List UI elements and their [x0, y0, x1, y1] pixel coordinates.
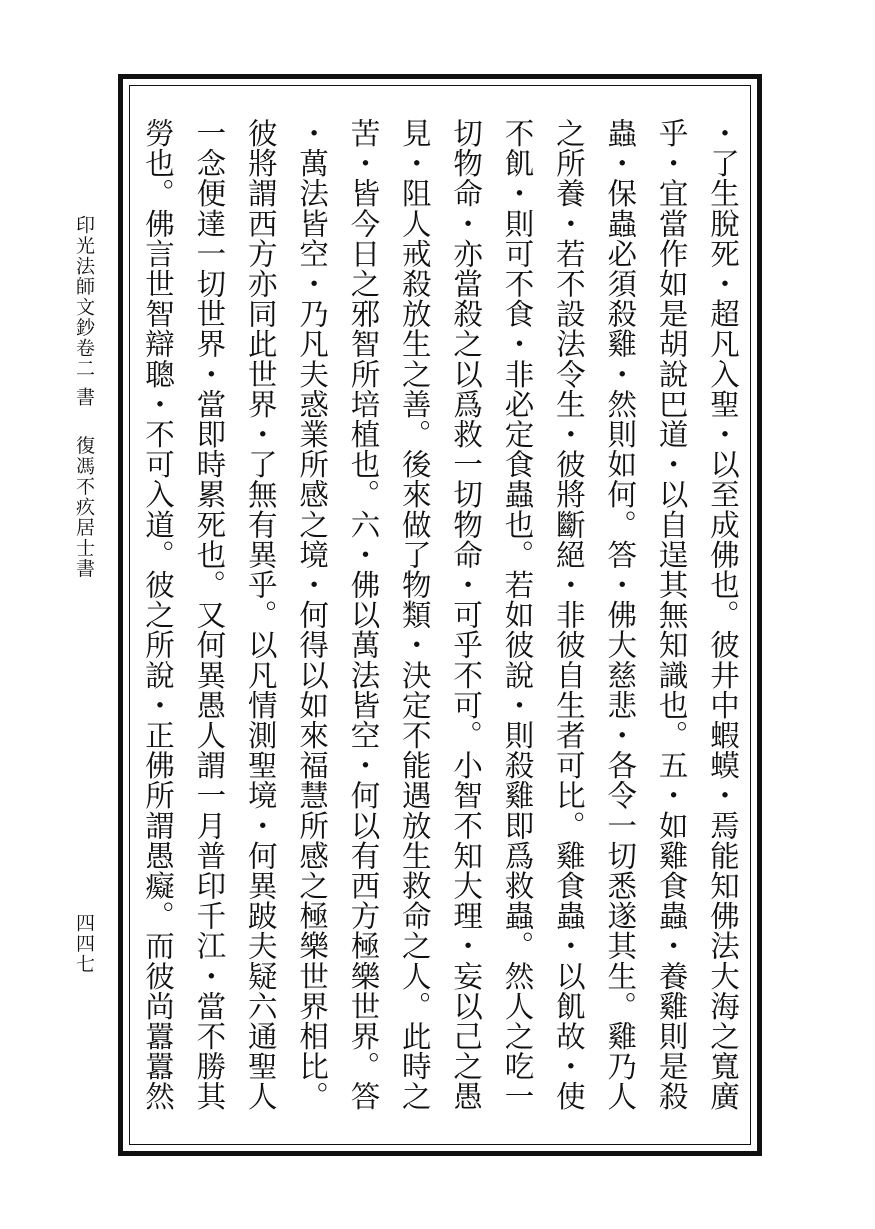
text-column-5: 不飢・則可不食・非必定食蟲也。若如彼說・則殺雞即爲救蟲。然人之吃一: [500, 118, 535, 1112]
text-column-11: 一念便達一切世界・當即時累死也。又何異愚人謂一月普印千江・當不勝其: [192, 118, 227, 1112]
text-column-8: 苦・皆今日之邪智所培植也。六・佛以萬法皆空・何以有西方極樂世界。答: [346, 118, 381, 1112]
text-column-10: 彼將謂西方亦同此世界・了無有異乎。以凡情測聖境・何異跛夫疑六通聖人: [243, 118, 278, 1112]
text-column-12: 勞也。佛言世智辯聰・不可入道。彼之所說・正佛所謂愚癡。而彼尚囂囂然: [141, 118, 175, 1112]
text-column-1: ・了生脫死・超凡入聖・以至成佛也。彼井中蝦蟆・焉能知佛法大海之寬廣: [705, 118, 740, 1112]
main-text-block: [135, 118, 746, 1134]
running-title: 印光法師文鈔卷二 書 復馮不疚居士書: [73, 215, 95, 579]
text-column-4: 之所養・若不設法令生・彼將斷絕・非彼自生者可比。雞食蟲・以飢故・使: [551, 118, 586, 1112]
text-column-3: 蟲・保蟲必須殺雞・然則如何。答・佛大慈悲・各令一切悉遂其生。雞乃人: [603, 118, 638, 1112]
text-column-6: 切物命・亦當殺之以爲救一切物命・可乎不可。小智不知大理・妄以己之愚: [449, 118, 484, 1112]
text-column-7: 見・阻人戒殺放生之善。後來做了物類・決定不能遇放生救命之人。此時之: [397, 118, 432, 1112]
text-column-9: ・萬法皆空・乃凡夫惑業所感之境・何得以如來福慧所感之極樂世界相比。: [295, 118, 330, 1112]
text-column-2: 乎・宜當作如是胡說巴道・以自逞其無知識也。五・如雞食蟲・養雞則是殺: [654, 118, 689, 1112]
page-number: 四四七: [73, 913, 95, 975]
